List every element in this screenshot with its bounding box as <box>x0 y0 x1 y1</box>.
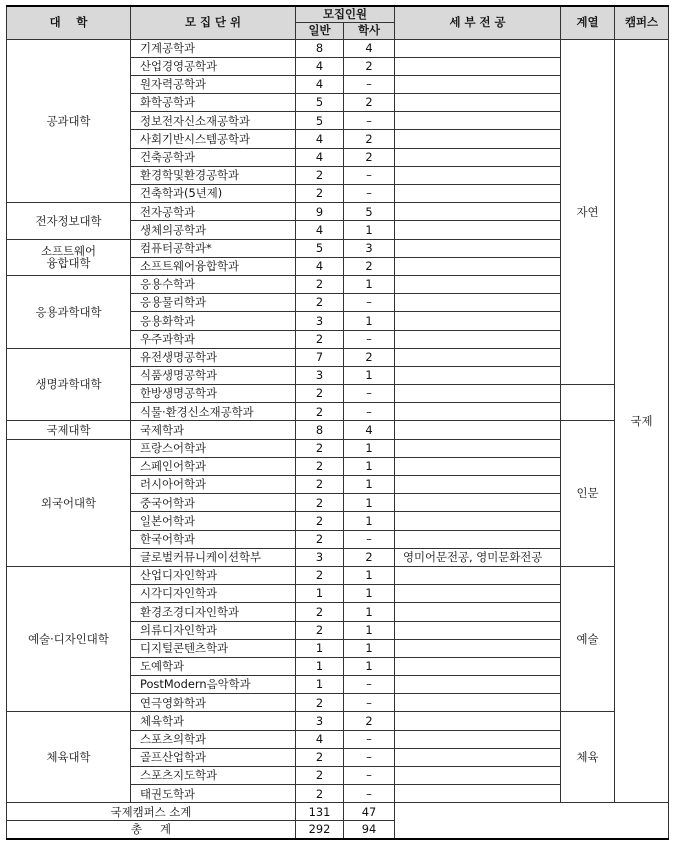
department-cell: 사회기반시스템공학과 <box>131 130 296 148</box>
department-cell: 건축학과(5년제) <box>131 185 296 203</box>
bachelor-quota-cell: – <box>344 75 395 93</box>
department-cell: 한방생명공학과 <box>131 385 296 403</box>
general-quota-cell: 4 <box>296 57 344 75</box>
bachelor-quota-cell: 5 <box>344 203 395 221</box>
department-cell: 응용수학과 <box>131 275 296 293</box>
sub-major-cell <box>395 94 561 112</box>
sub-major-cell <box>395 166 561 184</box>
general-quota-cell: 5 <box>296 94 344 112</box>
college-cell: 국제대학 <box>7 421 131 439</box>
general-quota-cell: 2 <box>296 166 344 184</box>
general-quota-cell: 2 <box>296 457 344 475</box>
department-cell: 중국어학과 <box>131 494 296 512</box>
bachelor-quota-cell: 1 <box>344 566 395 584</box>
sub-major-cell <box>395 348 561 366</box>
header-unit: 모 집 단 위 <box>131 6 296 39</box>
college-cell: 생명과학대학 <box>7 348 131 421</box>
bachelor-quota-cell: 1 <box>344 439 395 457</box>
general-quota-cell: 2 <box>296 275 344 293</box>
subtotal-general: 131 <box>296 803 344 821</box>
sub-major-cell <box>395 203 561 221</box>
department-cell: 컴퓨터공학과* <box>131 239 296 257</box>
bachelor-quota-cell: – <box>344 676 395 694</box>
department-cell: 국제학과 <box>131 421 296 439</box>
bachelor-quota-cell: 4 <box>344 39 395 57</box>
department-cell: 한국어학과 <box>131 530 296 548</box>
department-cell: 식품생명공학과 <box>131 366 296 384</box>
college-cell: 체육대학 <box>7 712 131 803</box>
sub-major-cell <box>395 657 561 675</box>
general-quota-cell: 2 <box>296 767 344 785</box>
general-quota-cell: 4 <box>296 148 344 166</box>
subtotal-blank <box>395 803 561 821</box>
department-cell: 전자공학과 <box>131 203 296 221</box>
college-cell: 전자정보대학 <box>7 203 131 239</box>
general-quota-cell: 1 <box>296 585 344 603</box>
header-college: 대 학 <box>7 6 131 39</box>
department-cell: 도예학과 <box>131 657 296 675</box>
total-blank <box>395 821 561 839</box>
sub-major-cell: 영미어문전공, 영미문화전공 <box>395 548 561 566</box>
bachelor-quota-cell: 1 <box>344 603 395 621</box>
bachelor-quota-cell: – <box>344 294 395 312</box>
general-quota-cell: 7 <box>296 348 344 366</box>
bachelor-quota-cell: 3 <box>344 239 395 257</box>
general-quota-cell: 2 <box>296 512 344 530</box>
subtotal-blank-2 <box>561 803 615 821</box>
bachelor-quota-cell: – <box>344 403 395 421</box>
bachelor-quota-cell: 4 <box>344 421 395 439</box>
general-quota-cell: 2 <box>296 403 344 421</box>
table-body <box>7 39 669 803</box>
department-cell: 시각디자인학과 <box>131 585 296 603</box>
sub-major-cell <box>395 148 561 166</box>
department-cell: 환경조경디자인학과 <box>131 603 296 621</box>
department-cell: 건축공학과 <box>131 148 296 166</box>
general-quota-cell: 5 <box>296 239 344 257</box>
general-quota-cell: 2 <box>296 476 344 494</box>
sub-major-cell <box>395 221 561 239</box>
department-cell: 기계공학과 <box>131 39 296 57</box>
sub-major-cell <box>395 185 561 203</box>
department-cell: 스포츠지도학과 <box>131 767 296 785</box>
general-quota-cell: 4 <box>296 130 344 148</box>
department-cell: 러시아어학과 <box>131 476 296 494</box>
sub-major-cell <box>395 530 561 548</box>
track-cell: 인문 <box>561 421 615 567</box>
bachelor-quota-cell: 2 <box>344 148 395 166</box>
bachelor-quota-cell: 1 <box>344 476 395 494</box>
general-quota-cell: 4 <box>296 75 344 93</box>
subtotal-label: 국제캠퍼스 소계 <box>7 803 296 821</box>
header-major: 세 부 전 공 <box>395 6 561 39</box>
total-general: 292 <box>296 821 344 839</box>
header-quota: 모집인원 <box>296 6 395 22</box>
sub-major-cell <box>395 75 561 93</box>
general-quota-cell: 4 <box>296 730 344 748</box>
sub-major-cell <box>395 57 561 75</box>
department-cell: 소프트웨어융합학과 <box>131 257 296 275</box>
general-quota-cell: 3 <box>296 366 344 384</box>
general-quota-cell: 2 <box>296 185 344 203</box>
bachelor-quota-cell: – <box>344 166 395 184</box>
total-label: 총 계 <box>7 821 296 839</box>
sub-major-cell <box>395 439 561 457</box>
bachelor-quota-cell: – <box>344 694 395 712</box>
bachelor-quota-cell: 1 <box>344 221 395 239</box>
bachelor-quota-cell: 2 <box>344 257 395 275</box>
department-cell: 일본어학과 <box>131 512 296 530</box>
bachelor-quota-cell: 2 <box>344 94 395 112</box>
department-cell: 산업경영공학과 <box>131 57 296 75</box>
department-cell: 화학공학과 <box>131 94 296 112</box>
bachelor-quota-cell: – <box>344 748 395 766</box>
bachelor-quota-cell: – <box>344 530 395 548</box>
admission-quota-table <box>6 5 669 840</box>
total-blank-2 <box>561 821 615 839</box>
general-quota-cell: 8 <box>296 39 344 57</box>
general-quota-cell: 2 <box>296 785 344 803</box>
total-bachelor: 94 <box>344 821 395 839</box>
bachelor-quota-cell: – <box>344 385 395 403</box>
general-quota-cell: 8 <box>296 421 344 439</box>
subtotal-bachelor: 47 <box>344 803 395 821</box>
general-quota-cell: 3 <box>296 312 344 330</box>
bachelor-quota-cell: 2 <box>344 130 395 148</box>
header-campus: 캠퍼스 <box>615 6 669 39</box>
department-cell: 디지털콘텐츠학과 <box>131 639 296 657</box>
general-quota-cell: 3 <box>296 712 344 730</box>
department-cell: 정보전자신소재공학과 <box>131 112 296 130</box>
sub-major-cell <box>395 130 561 148</box>
general-quota-cell: 4 <box>296 221 344 239</box>
bachelor-quota-cell: – <box>344 785 395 803</box>
department-cell: 우주과학과 <box>131 330 296 348</box>
general-quota-cell: 2 <box>296 621 344 639</box>
general-quota-cell: 2 <box>296 566 344 584</box>
department-cell: 응용화학과 <box>131 312 296 330</box>
department-cell: 응용물리학과 <box>131 294 296 312</box>
sub-major-cell <box>395 767 561 785</box>
college-cell: 응용과학대학 <box>7 275 131 348</box>
campus-cell: 국제 <box>615 39 669 803</box>
sub-major-cell <box>395 366 561 384</box>
sub-major-cell <box>395 694 561 712</box>
sub-major-cell <box>395 512 561 530</box>
bachelor-quota-cell: 1 <box>344 366 395 384</box>
track-cell: 체육 <box>561 712 615 803</box>
bachelor-quota-cell: – <box>344 330 395 348</box>
total-row <box>7 821 669 839</box>
general-quota-cell: 9 <box>296 203 344 221</box>
sub-major-cell <box>395 785 561 803</box>
general-quota-cell: 5 <box>296 112 344 130</box>
general-quota-cell: 2 <box>296 330 344 348</box>
general-quota-cell: 2 <box>296 530 344 548</box>
sub-major-cell <box>395 748 561 766</box>
bachelor-quota-cell: – <box>344 185 395 203</box>
sub-major-cell <box>395 312 561 330</box>
college-cell: 외국어대학 <box>7 439 131 566</box>
sub-major-cell <box>395 275 561 293</box>
bachelor-quota-cell: 1 <box>344 621 395 639</box>
college-cell: 소프트웨어 융합대학 <box>7 239 131 275</box>
header-general: 일반 <box>296 22 344 39</box>
sub-major-cell <box>395 421 561 439</box>
bachelor-quota-cell: 1 <box>344 512 395 530</box>
sub-major-cell <box>395 112 561 130</box>
bachelor-quota-cell: – <box>344 730 395 748</box>
sub-major-cell <box>395 257 561 275</box>
sub-major-cell <box>395 39 561 57</box>
sub-major-cell <box>395 603 561 621</box>
general-quota-cell: 2 <box>296 294 344 312</box>
department-cell: 원자력공학과 <box>131 75 296 93</box>
bachelor-quota-cell: 1 <box>344 657 395 675</box>
sub-major-cell <box>395 712 561 730</box>
sub-major-cell <box>395 330 561 348</box>
sub-major-cell <box>395 639 561 657</box>
total-blank-3 <box>615 821 669 839</box>
general-quota-cell: 2 <box>296 603 344 621</box>
department-cell: 의류디자인학과 <box>131 621 296 639</box>
subtotal-blank-3 <box>615 803 669 821</box>
admission-table-wrapper <box>6 5 668 854</box>
sub-major-cell <box>395 566 561 584</box>
sub-major-cell <box>395 385 561 403</box>
department-cell: 스포츠의학과 <box>131 730 296 748</box>
sub-major-cell <box>395 239 561 257</box>
department-cell: 프랑스어학과 <box>131 439 296 457</box>
header-bachelor: 학사 <box>344 22 395 39</box>
department-cell: 스페인어학과 <box>131 457 296 475</box>
general-quota-cell: 2 <box>296 494 344 512</box>
bachelor-quota-cell: 2 <box>344 57 395 75</box>
general-quota-cell: 2 <box>296 748 344 766</box>
sub-major-cell <box>395 621 561 639</box>
college-cell: 공과대학 <box>7 39 131 203</box>
bachelor-quota-cell: 1 <box>344 275 395 293</box>
bachelor-quota-cell: 2 <box>344 712 395 730</box>
bachelor-quota-cell: – <box>344 767 395 785</box>
general-quota-cell: 2 <box>296 439 344 457</box>
department-cell: 환경학및환경공학과 <box>131 166 296 184</box>
general-quota-cell: 4 <box>296 257 344 275</box>
department-cell: 생체의공학과 <box>131 221 296 239</box>
bachelor-quota-cell: 2 <box>344 348 395 366</box>
department-cell: 글로벌커뮤니케이션학부 <box>131 548 296 566</box>
general-quota-cell: 2 <box>296 385 344 403</box>
sub-major-cell <box>395 403 561 421</box>
department-cell: PostModern음악학과 <box>131 676 296 694</box>
bachelor-quota-cell: 1 <box>344 312 395 330</box>
general-quota-cell: 1 <box>296 657 344 675</box>
department-cell: 유전생명공학과 <box>131 348 296 366</box>
table-row <box>7 566 669 584</box>
bachelor-quota-cell: 1 <box>344 585 395 603</box>
track-cell: 예술 <box>561 566 615 712</box>
table-row <box>7 712 669 730</box>
bachelor-quota-cell: – <box>344 112 395 130</box>
department-cell: 체육학과 <box>131 712 296 730</box>
sub-major-cell <box>395 476 561 494</box>
sub-major-cell <box>395 294 561 312</box>
bachelor-quota-cell: 1 <box>344 457 395 475</box>
department-cell: 연극영화학과 <box>131 694 296 712</box>
sub-major-cell <box>395 585 561 603</box>
general-quota-cell: 1 <box>296 639 344 657</box>
general-quota-cell: 2 <box>296 694 344 712</box>
bachelor-quota-cell: 2 <box>344 548 395 566</box>
subtotal-row <box>7 803 669 821</box>
sub-major-cell <box>395 457 561 475</box>
sub-major-cell <box>395 676 561 694</box>
department-cell: 태권도학과 <box>131 785 296 803</box>
general-quota-cell: 1 <box>296 676 344 694</box>
sub-major-cell <box>395 494 561 512</box>
department-cell: 산업디자인학과 <box>131 566 296 584</box>
college-cell: 예술·디자인대학 <box>7 566 131 712</box>
track-cell: 자연 <box>561 39 615 385</box>
header-track: 계열 <box>561 6 615 39</box>
table-row <box>7 39 669 57</box>
department-cell: 식물·환경신소재공학과 <box>131 403 296 421</box>
general-quota-cell: 3 <box>296 548 344 566</box>
department-cell: 골프산업학과 <box>131 748 296 766</box>
bachelor-quota-cell: 1 <box>344 639 395 657</box>
table-row <box>7 421 669 439</box>
sub-major-cell <box>395 730 561 748</box>
bachelor-quota-cell: 1 <box>344 494 395 512</box>
